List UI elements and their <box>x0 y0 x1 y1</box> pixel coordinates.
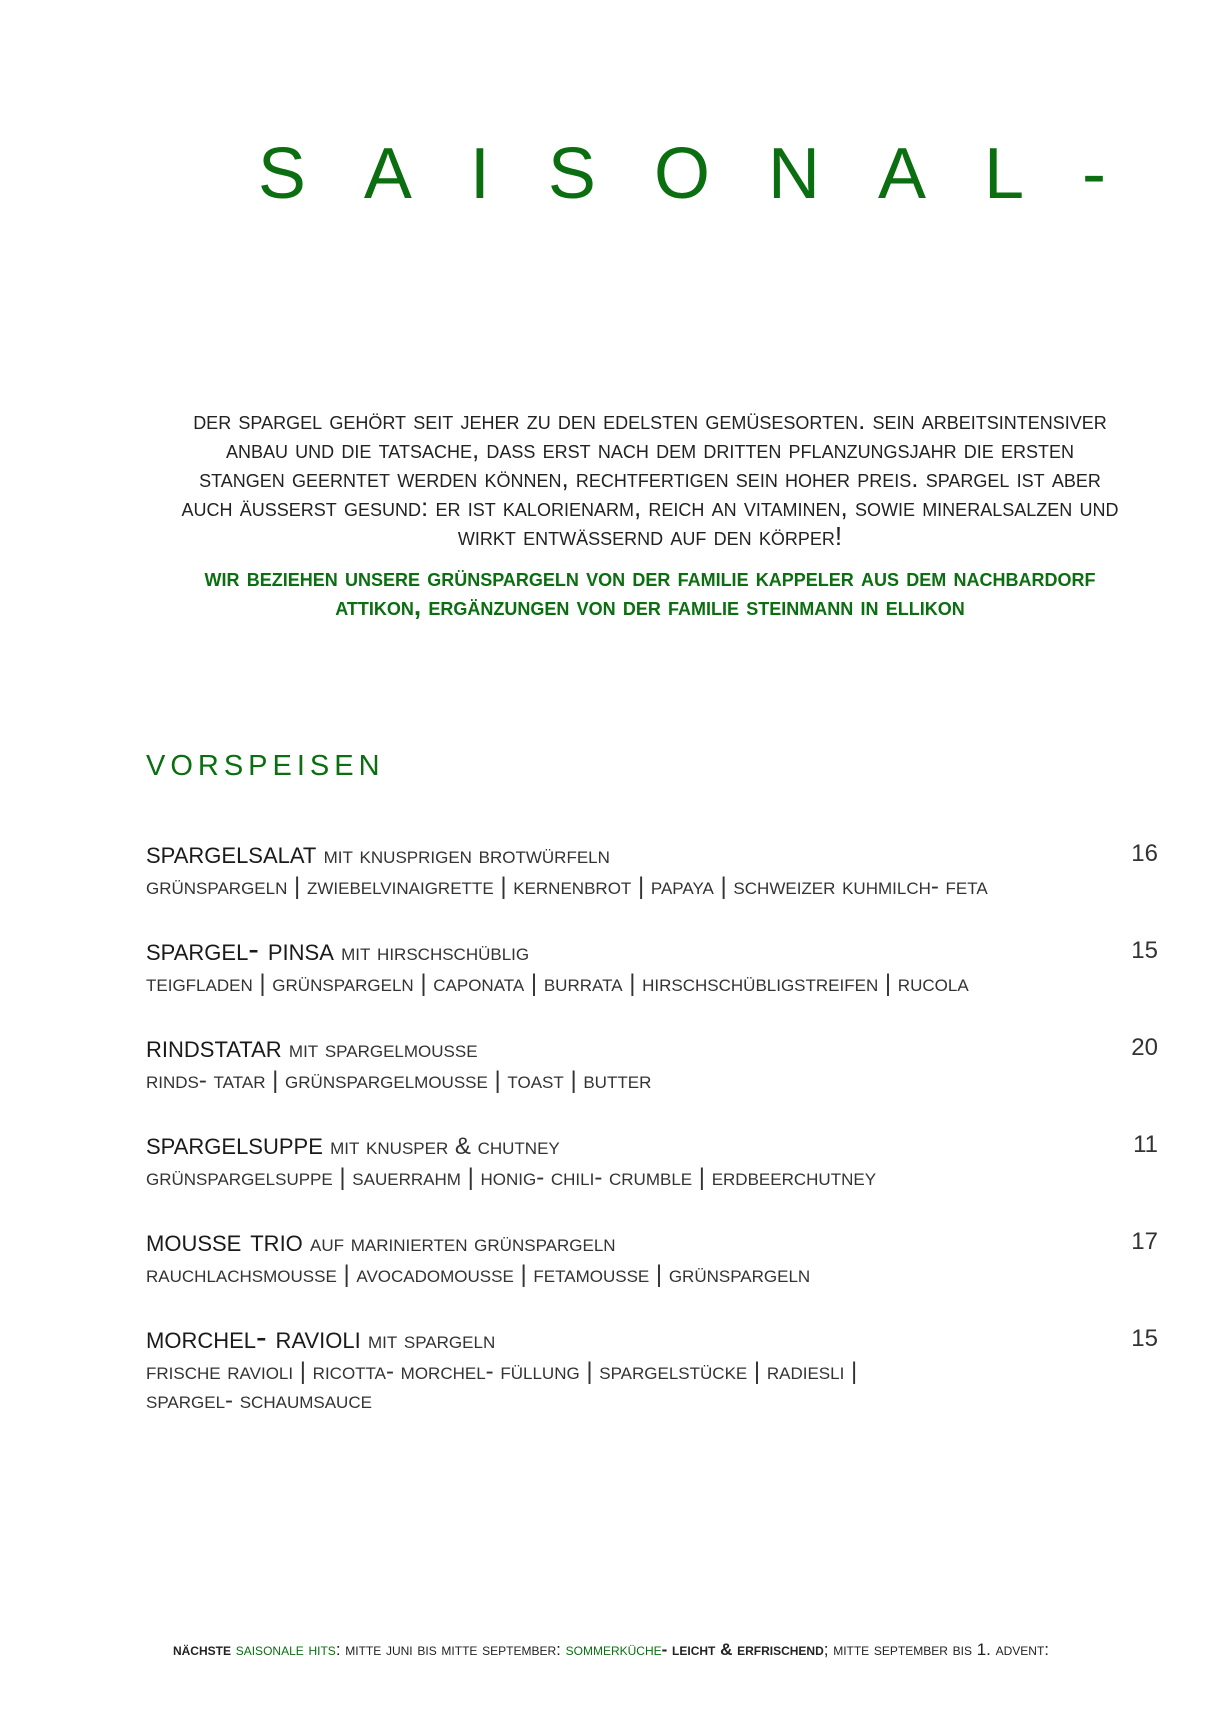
menu-item-header <box>146 1030 1158 1066</box>
supplier-note <box>140 563 1160 621</box>
dish-price: 15 <box>1131 1325 1158 1352</box>
menu-item <box>146 933 1158 998</box>
dish-price: 20 <box>1131 1034 1158 1061</box>
footer-highlight: saisonale hits <box>235 1640 336 1659</box>
dish-description: grünspargeln | zwiebelvinaigrette | kernenbrot | papaya | schweizer kuhmilch- feta <box>146 873 988 900</box>
dish-subtitle: mit spargeln <box>367 1327 496 1354</box>
dish-description: rauchlachsmousse | avocadomousse | fetamousse | grünspargeln <box>146 1261 811 1288</box>
footer-text: nächste <box>172 1640 231 1659</box>
intro-line: wirkt entwässernd auf den körper! <box>457 521 843 551</box>
menu-item <box>146 1030 1158 1095</box>
menu-item-header <box>146 1224 1158 1260</box>
intro-text <box>140 406 1160 551</box>
intro-line: der spargel gehört seit jeher zu den edelsten gemüsesorten. sein arbeitsintensiver <box>193 405 1107 435</box>
intro-line: stangen geerntet werden können, rechtfertigen sein hoher preis. spargel ist aber <box>199 463 1101 493</box>
dish-description: rinds- tatar | grünspargelmousse | toast | butter <box>146 1067 652 1094</box>
menu-item-header <box>146 933 1158 969</box>
dish-description: teigfladen | grünspargeln | caponata | burrata | hirschschübligstreifen | rucola <box>146 970 969 997</box>
dish-price: 11 <box>1133 1131 1158 1158</box>
dish-name: spargelsuppe <box>146 1125 323 1161</box>
supplier-line: wir beziehen unsere grünspargeln von der familie kappeler aus dem nachbardorf <box>204 562 1096 592</box>
supplier-line: attikon, ergänzungen von der familie steinmann in ellikon <box>335 591 965 621</box>
page-title: SAISONAL- <box>257 134 1164 214</box>
menu-item-header <box>146 1321 1158 1357</box>
footer-text: : mitte juni bis mitte september: <box>335 1640 561 1659</box>
dish-price: 15 <box>1131 937 1158 964</box>
dish-name: rindstatar <box>146 1028 282 1064</box>
footer-highlight: sommerküche <box>565 1640 662 1659</box>
menu-item-header <box>146 1127 1158 1163</box>
dish-name: spargel- pinsa <box>146 931 334 967</box>
dish-description: grünspargelsuppe | sauerrahm | honig- chili- crumble | erdbeerchutney <box>146 1164 877 1191</box>
footer-text: ; mitte september bis 1. advent: <box>823 1640 1050 1659</box>
dish-subtitle: mit knusprigen brotwürfeln <box>323 842 610 869</box>
menu-item <box>146 1321 1158 1415</box>
footer-text: - leicht & erfrischend <box>661 1640 824 1659</box>
dish-price: 16 <box>1131 840 1158 867</box>
intro-line: anbau und die tatsache, dass erst nach dem dritten pflanzungsjahr die ersten <box>225 434 1075 464</box>
dish-description: spargel- schaumsauce <box>146 1387 372 1414</box>
dish-name: mousse trio <box>146 1222 303 1258</box>
menu-item <box>146 1127 1158 1192</box>
dish-subtitle: auf marinierten grünspargeln <box>310 1230 616 1257</box>
menu-item-header <box>146 836 1158 872</box>
dish-name: morchel- ravioli <box>146 1319 361 1355</box>
dish-subtitle: mit knusper & chutney <box>330 1133 560 1160</box>
intro-line: auch äusserst gesund: er ist kalorienarm, reich an vitaminen, sowie mineralsalzen und <box>181 492 1119 522</box>
section-title: vorspeisen <box>146 737 385 784</box>
dish-description: frische ravioli | ricotta- morchel- füllung | spargelstücke | radiesli | <box>146 1358 858 1385</box>
dish-subtitle: mit spargelmousse <box>288 1036 478 1063</box>
dish-price: 17 <box>1131 1228 1158 1255</box>
menu-item <box>146 1224 1158 1289</box>
dish-subtitle: mit hirschschüblig <box>341 939 530 966</box>
dish-name: spargelsalat <box>146 834 317 870</box>
footer-note <box>0 1640 1222 1660</box>
menu-item <box>146 836 1158 901</box>
